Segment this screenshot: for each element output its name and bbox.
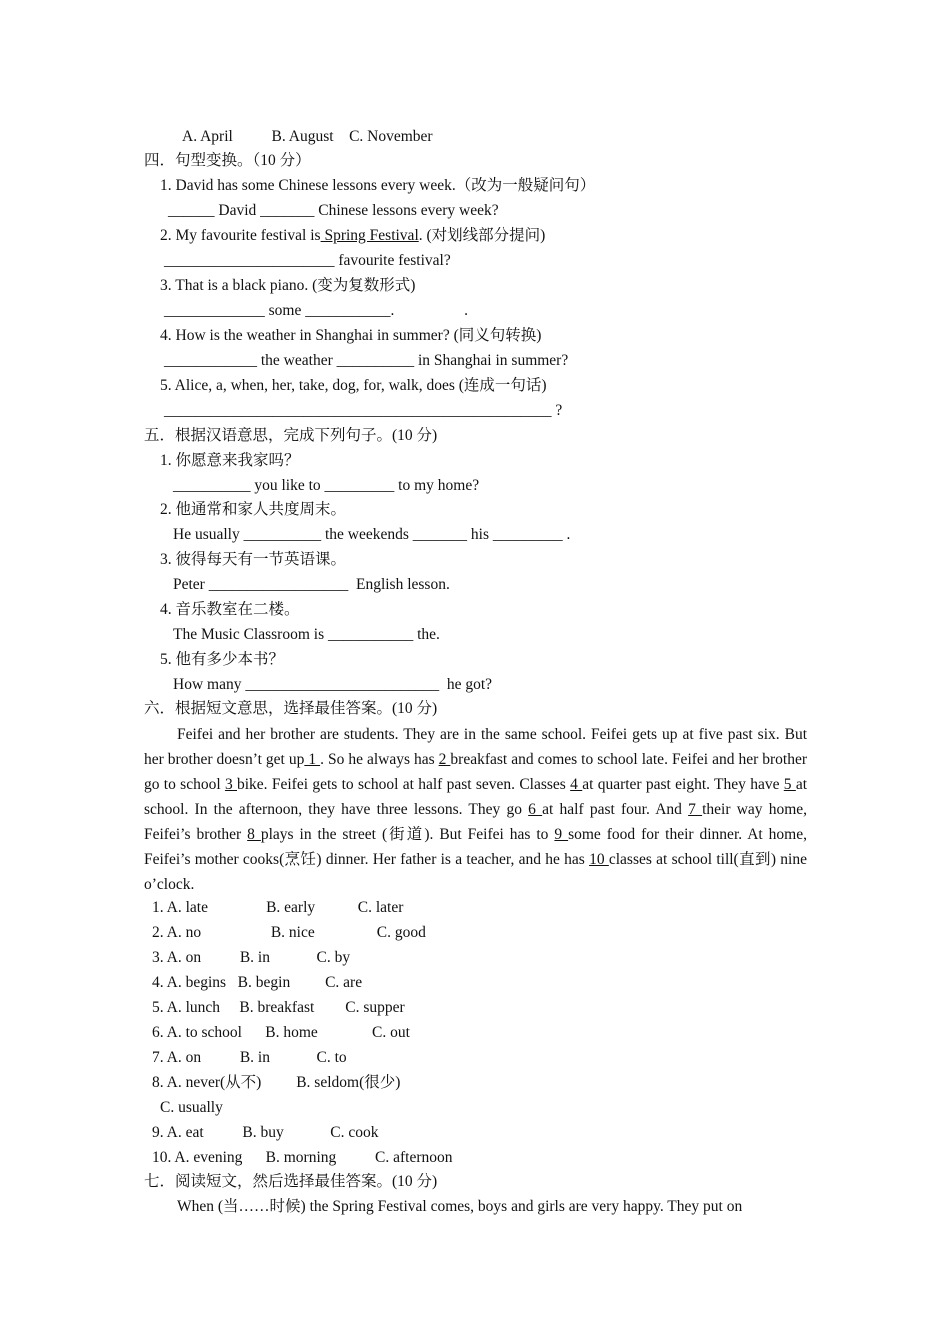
blank-1: 1 <box>304 751 321 768</box>
s7-passage-line-1: When (当……时候) the Spring Festival comes, boys and girls are very happy. They put on <box>177 1198 743 1215</box>
s6-option-2: 2. A. no B. nice C. good <box>152 924 426 941</box>
s6-option-6: 6. A. to school B. home C. out <box>152 1024 410 1041</box>
passage-text: plays in the street (街道). But Feifei has to <box>260 826 555 843</box>
passage-text: classes at school till(直到) nine o’clock. <box>144 851 807 893</box>
s4-question-2 <box>160 226 545 246</box>
s4-question-5: 5. Alice, a, when, her, take, dog, for, walk, does (连成一句话) <box>160 377 547 394</box>
section-5-title: 五．根据汉语意思，完成下列句子。(10 分) <box>144 427 438 444</box>
s5-question-3: 3. 彼得每天有一节英语课。 <box>160 551 347 568</box>
passage-text: bike. Feifei gets to school at half past seven. Classes <box>237 776 571 793</box>
passage-text: breakfast and comes to school late. Feifei and her brother go to school <box>144 751 808 793</box>
s4-q2-underlined: Spring Festival <box>320 227 419 244</box>
s6-option-1: 1. A. late B. early C. later <box>152 899 404 916</box>
blank-5: 5 <box>783 776 796 793</box>
s4-question-4: 4. How is the weather in Shanghai in summer? (同义句转换) <box>160 327 542 344</box>
s5-answer-5: How many _________________________ he got? <box>173 676 493 693</box>
blank-7: 7 <box>688 801 703 818</box>
passage-text: . So he always has <box>320 751 439 768</box>
s4-question-1: 1. David has some Chinese lessons every week.（改为一般疑问句） <box>160 177 596 194</box>
s4-answer-4: ____________ the weather __________ in Shanghai in summer? <box>164 352 569 369</box>
s5-answer-1: __________ you like to _________ to my home? <box>173 477 480 494</box>
s6-option-9: 9. A. eat B. buy C. cook <box>152 1124 379 1141</box>
blank-2: 2 <box>438 751 451 768</box>
s5-question-1: 1. 你愿意来我家吗？ <box>160 452 300 469</box>
blank-4: 4 <box>570 776 583 793</box>
s4-q2-instruction: . (对划线部分提问) <box>418 227 546 244</box>
s4-q2-text: 2. My favourite festival is <box>160 227 321 244</box>
blank-8: 8 <box>247 826 261 843</box>
s5-answer-4: The Music Classroom is ___________ the. <box>173 626 440 643</box>
blank-6: 6 <box>528 801 543 818</box>
s6-option-4: 4. A. begins B. begin C. are <box>152 974 363 991</box>
s4-answer-1: ______ David _______ Chinese lessons every week? <box>168 202 499 219</box>
s6-option-5: 5. A. lunch B. breakfast C. supper <box>152 999 405 1016</box>
s4-answer-3: _____________ some ___________. . <box>164 302 468 319</box>
passage-text: at quarter past eight. They have <box>582 776 784 793</box>
s6-option-8: 8. A. never(从不) B. seldom(很少) <box>152 1074 401 1091</box>
s4-answer-2: ______________________ favourite festival? <box>164 252 451 269</box>
s6-option-10: 10. A. evening B. morning C. afternoon <box>152 1149 453 1166</box>
section-4-title: 四．句型变换。（10 分） <box>144 152 311 169</box>
blank-10: 10 <box>589 851 609 868</box>
section-7-title: 七．阅读短文，然后选择最佳答案。(10 分) <box>144 1173 438 1190</box>
passage-text: at half past four. And <box>542 801 689 818</box>
passage-text: Feifei and her brother are students. They are in the same school. Feifei gets up at five past six. But her brother doesn’t get up <box>144 726 807 768</box>
s6-option-8c: C. usually <box>160 1099 223 1116</box>
section-6-title: 六．根据短文意思，选择最佳答案。(10 分) <box>144 700 438 717</box>
s6-option-3: 3. A. on B. in C. by <box>152 949 351 966</box>
passage-text: some food for their dinner. At home, Feifei’s mother cooks(烹饪) dinner. Her father is a teacher, and he has <box>144 826 807 868</box>
passage-text: at school. In the afternoon, they have three lessons. They go <box>144 776 808 818</box>
s4-question-3: 3. That is a black piano. (变为复数形式) <box>160 277 416 294</box>
blank-3: 3 <box>224 776 237 793</box>
s5-answer-3: Peter __________________ English lesson. <box>173 576 450 593</box>
s6-option-7: 7. A. on B. in C. to <box>152 1049 347 1066</box>
cloze-passage <box>144 722 807 897</box>
s4-answer-5: __________________________________________________ ? <box>164 402 563 419</box>
passage-text: their way home, Feifei’s brother <box>144 801 808 843</box>
month-options: A. April B. August C. November <box>182 128 433 145</box>
s5-answer-2: He usually __________ the weekends _______ his _________ . <box>173 526 571 543</box>
s5-question-5: 5. 他有多少本书？ <box>160 651 285 668</box>
blank-9: 9 <box>554 826 569 843</box>
s5-question-2: 2. 他通常和家人共度周末。 <box>160 501 347 518</box>
s5-question-4: 4. 音乐教室在二楼。 <box>160 601 300 618</box>
